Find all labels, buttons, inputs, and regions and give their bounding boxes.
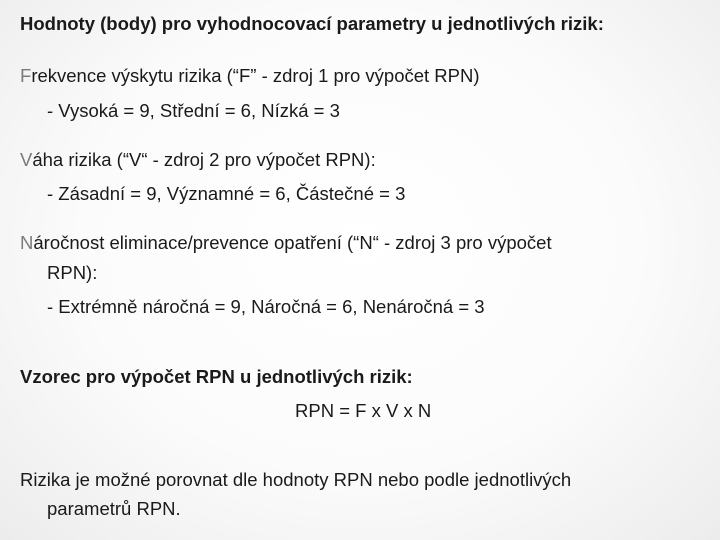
- frekvence-title: [20, 64, 480, 88]
- narocnost-rest-line2: RPN):: [47, 262, 98, 283]
- vaha-initial: V: [20, 149, 33, 170]
- footer-line2: [47, 497, 181, 521]
- slide-heading: [20, 12, 604, 36]
- vaha-rest: áha rizika (“V“ - zdroj 2 pro výpočet RPN):: [32, 149, 376, 170]
- rpn-formula: [295, 399, 431, 423]
- heading-text: Hodnoty (body) pro vyhodnocovací parametry u jednotlivých rizik:: [20, 13, 604, 34]
- footer-line1-text: Rizika je možné porovnat dle hodnoty RPN nebo podle jednotlivých: [20, 469, 572, 490]
- narocnost-values-text: - Extrémně náročná = 9, Náročná = 6, Nenáročná = 3: [47, 296, 485, 317]
- vzorec-title-text: Vzorec pro výpočet RPN u jednotlivých rizik:: [20, 366, 413, 387]
- frekvence-values-text: - Vysoká = 9, Střední = 6, Nízká = 3: [47, 100, 340, 121]
- frekvence-values: [47, 99, 340, 123]
- footer-line1: [20, 468, 571, 492]
- vaha-values-text: - Zásadní = 9, Významné = 6, Částečné = 3: [47, 183, 406, 204]
- rpn-formula-text: RPN = F x V x N: [295, 400, 432, 421]
- narocnost-initial: N: [20, 232, 34, 253]
- narocnost-rest-line1: áročnost eliminace/prevence opatření (“N“ - zdroj 3 pro výpočet: [33, 232, 552, 253]
- narocnost-title: [20, 231, 552, 255]
- frekvence-rest: rekvence výskytu rizika (“F” - zdroj 1 pro výpočet RPN): [31, 65, 480, 86]
- frekvence-initial: F: [20, 65, 32, 86]
- footer-line2-text: parametrů RPN.: [47, 498, 181, 519]
- vaha-title: [20, 148, 376, 172]
- vaha-values: [47, 182, 405, 206]
- narocnost-values: [47, 295, 485, 319]
- vzorec-title: [20, 365, 413, 389]
- narocnost-title-line2: [47, 261, 97, 285]
